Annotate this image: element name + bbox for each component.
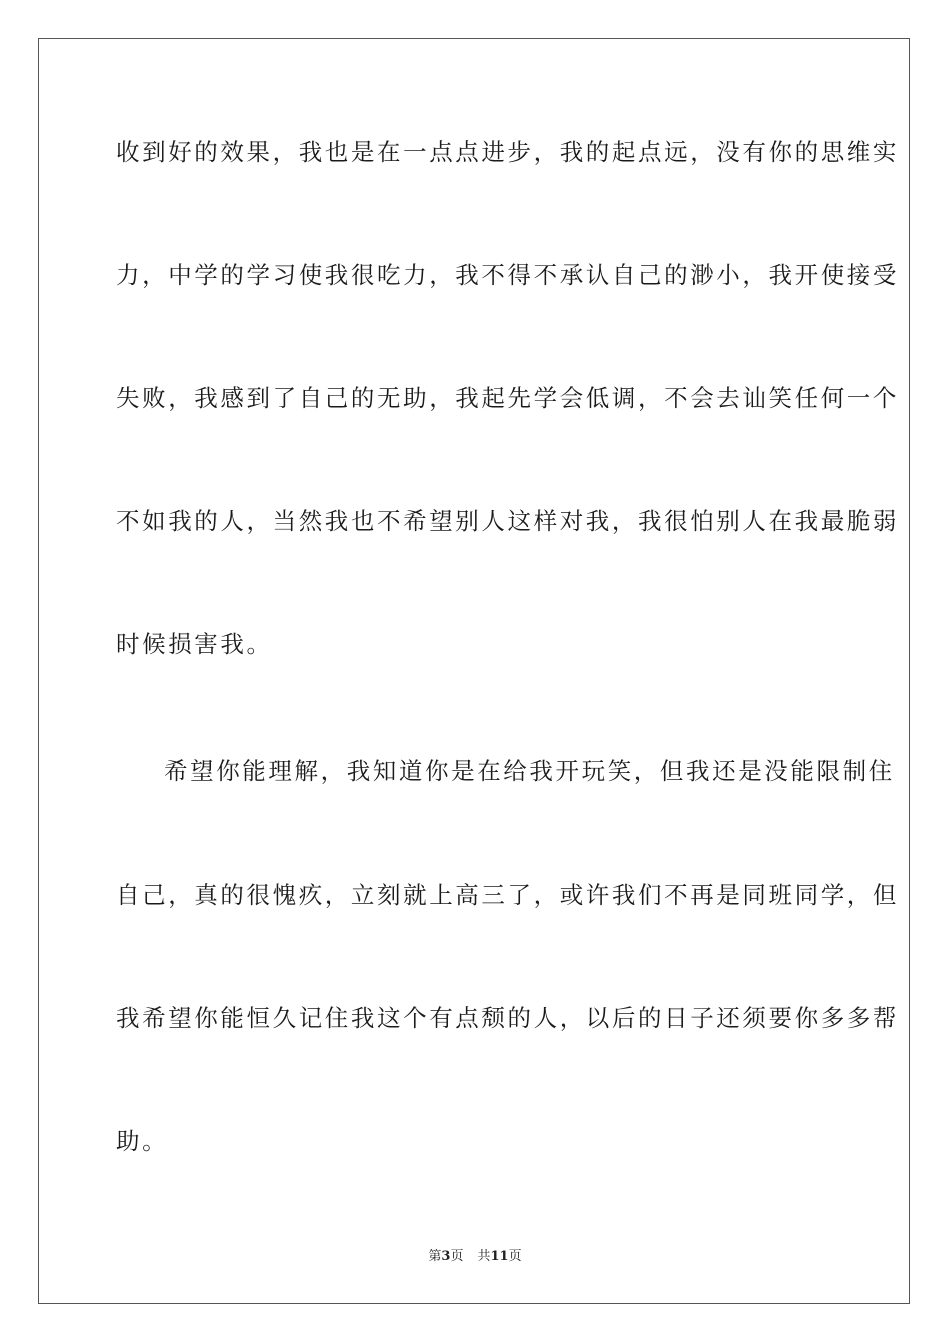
total-label-suffix: 页 (508, 1249, 522, 1264)
body-line-6-paragraph-start: 希望你能理解，我知道你是在给我开玩笑，但我还是没能限制住 (164, 757, 895, 785)
body-line-2: 力，中学的学习使我很吃力，我不得不承认自己的渺小，我开使接受 (116, 261, 899, 289)
body-line-1: 收到好的效果，我也是在一点点进步，我的起点远，没有你的思维实 (116, 138, 899, 166)
body-line-7: 自己，真的很愧疚，立刻就上高三了，或许我们不再是同班同学，但 (116, 881, 899, 909)
body-line-8: 我希望你能恒久记住我这个有点颓的人，以后的日子还须要你多多帮 (116, 1004, 899, 1032)
page-border (38, 38, 910, 1304)
body-line-5: 时候损害我。 (116, 630, 273, 658)
body-line-4: 不如我的人，当然我也不希望别人这样对我，我很怕别人在我最脆弱 (116, 507, 899, 535)
page-footer (0, 1248, 950, 1266)
page-label-suffix: 页 (450, 1249, 464, 1264)
page-label-prefix: 第 (428, 1249, 442, 1264)
body-line-9: 助。 (116, 1127, 169, 1155)
total-page-number: 11 (490, 1249, 509, 1264)
total-label-prefix: 共 (477, 1249, 491, 1264)
body-line-3: 失败，我感到了自己的无助，我起先学会低调，不会去讪笑任何一个 (116, 384, 899, 412)
current-page-number: 3 (441, 1249, 451, 1264)
